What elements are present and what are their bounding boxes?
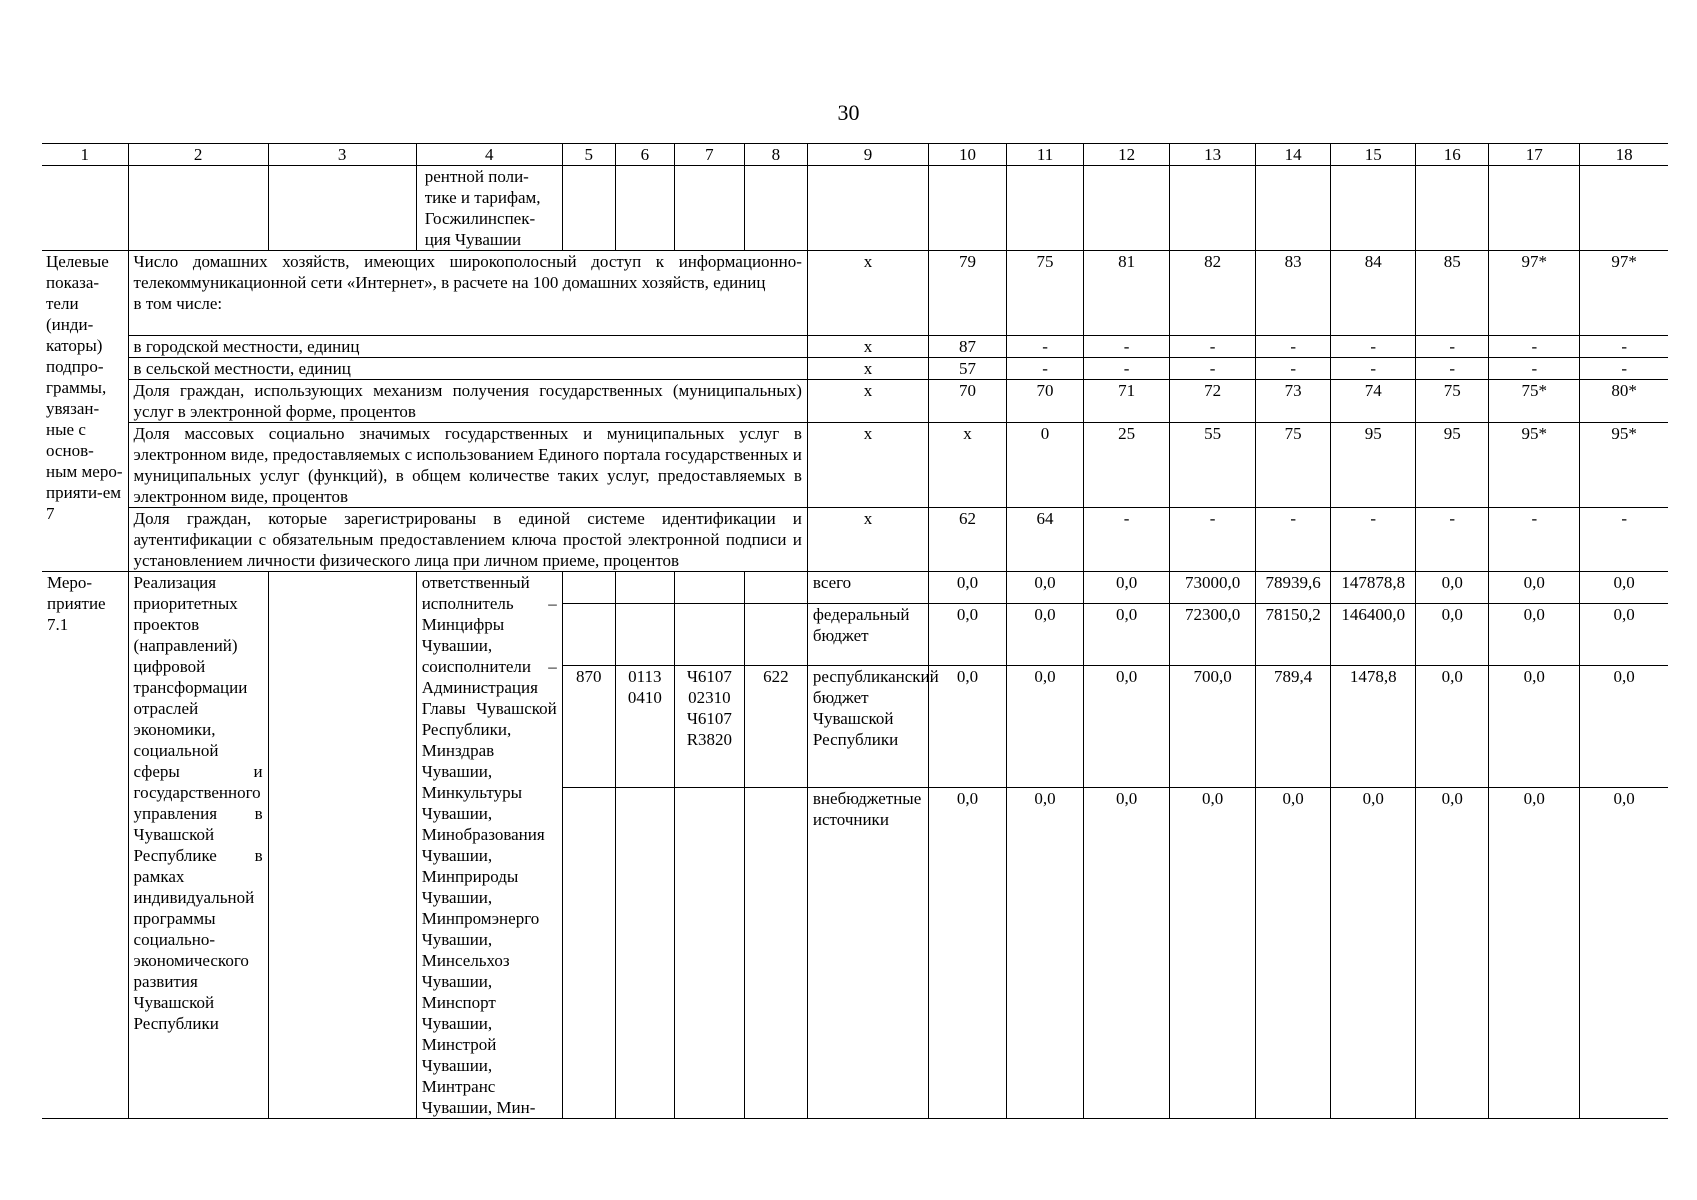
col-header: 11 bbox=[1007, 144, 1084, 166]
indicator-value: - bbox=[1331, 358, 1416, 380]
indicator-unit-mark: х bbox=[807, 358, 928, 380]
page-number: 30 bbox=[837, 100, 860, 125]
col-header: 15 bbox=[1331, 144, 1416, 166]
indicator-value: 83 bbox=[1256, 251, 1331, 336]
indicator-value: - bbox=[1489, 508, 1580, 572]
funding-value: 0,0 bbox=[1580, 603, 1668, 665]
funding-row bbox=[42, 572, 1668, 604]
indicator-value: 85 bbox=[1416, 251, 1489, 336]
funding-value: 0,0 bbox=[1416, 665, 1489, 787]
col-header: 18 bbox=[1580, 144, 1668, 166]
funding-value: 147878,8 bbox=[1331, 572, 1416, 604]
funding-value: 0,0 bbox=[1580, 665, 1668, 787]
indicator-value: 75 bbox=[1256, 423, 1331, 508]
target-row bbox=[42, 358, 1668, 380]
indicator-value: - bbox=[1007, 336, 1084, 358]
indicator-description: Доля граждан, которые зарегистрированы в единой системе идентификации и аутентификации с обязательным предоставлением ключа простой электронной подписи и установлением личности физического лица при личном приеме, процентов bbox=[128, 508, 807, 572]
indicator-value: 73 bbox=[1256, 380, 1331, 423]
funding-value: 146400,0 bbox=[1331, 603, 1416, 665]
col-header: 14 bbox=[1256, 144, 1331, 166]
col-header: 3 bbox=[268, 144, 416, 166]
funding-value: 72300,0 bbox=[1170, 603, 1256, 665]
funding-value: 0,0 bbox=[1489, 788, 1580, 1119]
funding-value: 0,0 bbox=[928, 603, 1006, 665]
target-row bbox=[42, 508, 1668, 572]
funding-value: 0,0 bbox=[1007, 603, 1084, 665]
measure-name: Реализация приоритетных проектов (направлений) цифровой трансформации отраслей экономики, социальной сферы и государственного управления в Чувашской Республике в рамках индивидуальной программы социально-экономического развития Чувашской Республики bbox=[128, 572, 268, 1119]
continuation-row bbox=[42, 166, 1668, 251]
funding-value: 0,0 bbox=[1416, 572, 1489, 604]
col-header: 9 bbox=[807, 144, 928, 166]
funding-value: 0,0 bbox=[1007, 665, 1084, 787]
funding-value: 0,0 bbox=[1007, 572, 1084, 604]
funding-value: 0,0 bbox=[1331, 788, 1416, 1119]
funding-value: 0,0 bbox=[1007, 788, 1084, 1119]
indicator-value: - bbox=[1084, 358, 1170, 380]
indicator-value: 97* bbox=[1580, 251, 1668, 336]
col-header: 2 bbox=[128, 144, 268, 166]
indicator-value: 80* bbox=[1580, 380, 1668, 423]
indicator-value: 95 bbox=[1416, 423, 1489, 508]
indicator-value: 70 bbox=[1007, 380, 1084, 423]
indicator-value: - bbox=[1580, 358, 1668, 380]
indicator-value: 72 bbox=[1170, 380, 1256, 423]
funding-value: 0,0 bbox=[1489, 572, 1580, 604]
indicator-value: 84 bbox=[1331, 251, 1416, 336]
grbs-code: 870 bbox=[562, 665, 615, 787]
measure-executors: ответственный исполнитель – Минцифры Чувашии, соисполнители – Администрация Главы Чувашской Республики, Минздрав Чувашии, Минкультуры Чувашии, Минобразования Чувашии, Минприроды Чувашии, Минпромэнерго Чувашии, Минсельхоз Чувашии, Минспорт Чувашии, Минстрой Чувашии, Минтранс Чувашии, Мин- bbox=[416, 572, 562, 1119]
funding-value: 0,0 bbox=[928, 665, 1006, 787]
indicator-value: - bbox=[1580, 336, 1668, 358]
funding-value: 0,0 bbox=[1084, 788, 1170, 1119]
indicator-value: - bbox=[1170, 358, 1256, 380]
indicator-value: - bbox=[1489, 336, 1580, 358]
indicator-value: 64 bbox=[1007, 508, 1084, 572]
funding-value: 0,0 bbox=[1170, 788, 1256, 1119]
indicator-value: 82 bbox=[1170, 251, 1256, 336]
funding-value: 0,0 bbox=[1416, 788, 1489, 1119]
indicator-value: 75* bbox=[1489, 380, 1580, 423]
indicator-value: 87 bbox=[928, 336, 1006, 358]
funding-value: 0,0 bbox=[928, 572, 1006, 604]
indicator-value: 95 bbox=[1331, 423, 1416, 508]
indicator-value: 75 bbox=[1007, 251, 1084, 336]
funding-value: 78939,6 bbox=[1256, 572, 1331, 604]
col-header: 6 bbox=[615, 144, 674, 166]
indicator-value: - bbox=[1007, 358, 1084, 380]
target-row bbox=[42, 336, 1668, 358]
indicator-value: 0 bbox=[1007, 423, 1084, 508]
indicator-unit-mark: х bbox=[807, 251, 928, 336]
funding-value: 0,0 bbox=[1256, 788, 1331, 1119]
target-row bbox=[42, 251, 1668, 336]
indicator-value: 97* bbox=[1489, 251, 1580, 336]
funding-source: федеральный бюджет bbox=[807, 603, 928, 665]
funding-value: 0,0 bbox=[1084, 572, 1170, 604]
funding-value: 0,0 bbox=[1489, 665, 1580, 787]
funding-value: 0,0 bbox=[1084, 603, 1170, 665]
funding-source: внебюджетные источники bbox=[807, 788, 928, 1119]
indicator-value: - bbox=[1256, 336, 1331, 358]
funding-value: 0,0 bbox=[1489, 603, 1580, 665]
target-article-code: Ч6107 02310 Ч6107 R3820 bbox=[674, 665, 744, 787]
col-header: 17 bbox=[1489, 144, 1580, 166]
indicator-value: 74 bbox=[1331, 380, 1416, 423]
funding-source: всего bbox=[807, 572, 928, 604]
indicator-description: в сельской местности, единиц bbox=[128, 358, 807, 380]
indicator-value: 57 bbox=[928, 358, 1006, 380]
executor-continuation: рентной поли- тике и тарифам, Госжилинспек- ция Чувашии bbox=[416, 166, 562, 251]
funding-value: 0,0 bbox=[1580, 572, 1668, 604]
indicator-value: 79 bbox=[928, 251, 1006, 336]
target-row bbox=[42, 380, 1668, 423]
col-header: 8 bbox=[744, 144, 807, 166]
col-header: 13 bbox=[1170, 144, 1256, 166]
indicator-unit-mark: х bbox=[807, 508, 928, 572]
indicator-value: - bbox=[1256, 508, 1331, 572]
indicator-value: - bbox=[1331, 508, 1416, 572]
indicator-value: 62 bbox=[928, 508, 1006, 572]
indicator-value: - bbox=[1416, 508, 1489, 572]
indicator-value: - bbox=[1170, 508, 1256, 572]
col-header: 16 bbox=[1416, 144, 1489, 166]
col-header: 1 bbox=[42, 144, 128, 166]
indicator-value: - bbox=[1170, 336, 1256, 358]
indicator-value: - bbox=[1084, 508, 1170, 572]
target-row bbox=[42, 423, 1668, 508]
funding-value: 78150,2 bbox=[1256, 603, 1331, 665]
indicator-description: в городской местности, единиц bbox=[128, 336, 807, 358]
measure-label: Меро-приятие 7.1 bbox=[42, 572, 128, 1119]
column-number-row bbox=[42, 144, 1668, 166]
col-header: 4 bbox=[416, 144, 562, 166]
funding-value: 1478,8 bbox=[1331, 665, 1416, 787]
funding-value: 0,0 bbox=[1416, 603, 1489, 665]
indicator-value: - bbox=[1084, 336, 1170, 358]
indicator-value: 70 bbox=[928, 380, 1006, 423]
indicator-value: 25 bbox=[1084, 423, 1170, 508]
funding-value: 700,0 bbox=[1170, 665, 1256, 787]
indicator-description: Число домашних хозяйств, имеющих широкополосный доступ к информационно-телекоммуникационной сети «Интернет», в расчете на 100 домашних хозяйств, единиц в том числе: bbox=[128, 251, 807, 336]
col-header: 7 bbox=[674, 144, 744, 166]
indicator-value: - bbox=[1580, 508, 1668, 572]
indicator-unit-mark: х bbox=[807, 380, 928, 423]
funding-value: 0,0 bbox=[928, 788, 1006, 1119]
col-header: 10 bbox=[928, 144, 1006, 166]
indicator-value: 95* bbox=[1580, 423, 1668, 508]
funding-source: республиканский бюджет Чувашской Республики bbox=[807, 665, 928, 787]
funding-value: 789,4 bbox=[1256, 665, 1331, 787]
indicator-value: 95* bbox=[1489, 423, 1580, 508]
col-header: 5 bbox=[562, 144, 615, 166]
indicator-value: х bbox=[928, 423, 1006, 508]
indicator-description: Доля массовых социально значимых государственных и муниципальных услуг в электронном виде, предоставляемых с использованием Единого портала государственных и муниципальных услуг (функций), в общем количестве таких услуг, предоставляемых в электронном виде, процентов bbox=[128, 423, 807, 508]
indicator-value: 71 bbox=[1084, 380, 1170, 423]
indicator-value: - bbox=[1489, 358, 1580, 380]
indicator-value: 81 bbox=[1084, 251, 1170, 336]
indicator-unit-mark: х bbox=[807, 423, 928, 508]
program-table bbox=[42, 143, 1668, 1119]
indicator-value: 55 bbox=[1170, 423, 1256, 508]
indicator-value: - bbox=[1416, 336, 1489, 358]
indicator-description: Доля граждан, использующих механизм получения государственных (муниципальных) услуг в электронной форме, процентов bbox=[128, 380, 807, 423]
indicator-value: - bbox=[1331, 336, 1416, 358]
indicator-value: - bbox=[1256, 358, 1331, 380]
col-header: 12 bbox=[1084, 144, 1170, 166]
indicator-value: - bbox=[1416, 358, 1489, 380]
expense-type-code: 622 bbox=[744, 665, 807, 787]
section-code: 0113 0410 bbox=[615, 665, 674, 787]
funding-value: 73000,0 bbox=[1170, 572, 1256, 604]
indicator-unit-mark: х bbox=[807, 336, 928, 358]
targets-label: Целевые показа-тели (инди-каторы) подпро-граммы, увязан-ные с основ-ным меро-прияти-ем 7 bbox=[42, 251, 128, 572]
funding-value: 0,0 bbox=[1580, 788, 1668, 1119]
funding-value: 0,0 bbox=[1084, 665, 1170, 787]
indicator-value: 75 bbox=[1416, 380, 1489, 423]
